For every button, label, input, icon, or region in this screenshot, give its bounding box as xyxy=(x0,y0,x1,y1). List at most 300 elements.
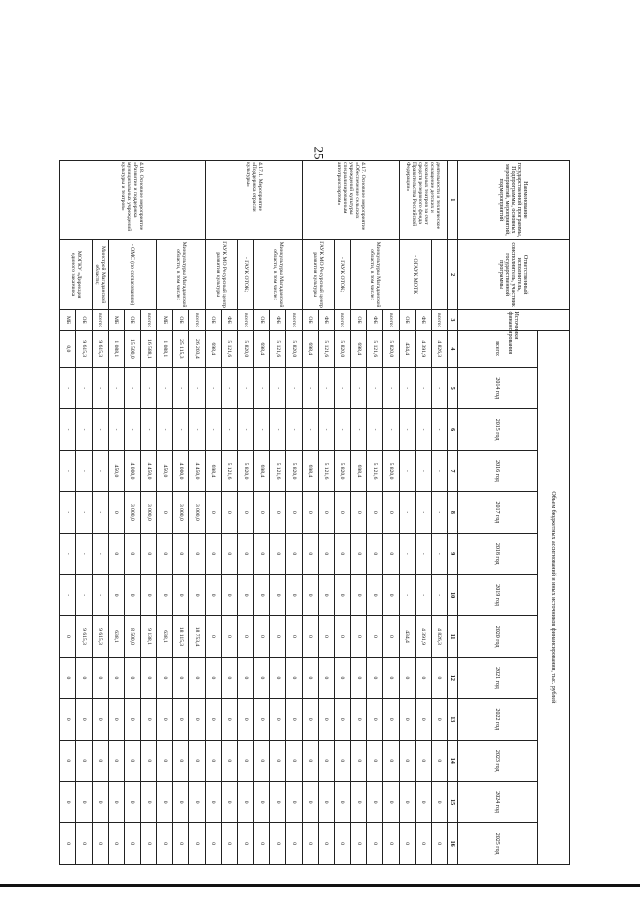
column-number: 10 xyxy=(448,574,458,615)
value-cell: - xyxy=(76,533,92,574)
value-cell: 0 xyxy=(399,657,415,698)
value-cell: - xyxy=(399,533,415,574)
source-cell: МБ xyxy=(60,310,76,330)
value-cell: - xyxy=(76,368,92,409)
value-cell: 5 121,6 xyxy=(367,450,383,491)
value-cell: 0 xyxy=(367,781,383,822)
value-cell: 0 xyxy=(60,823,76,865)
value-cell: 0 xyxy=(205,533,221,574)
value-cell: 0 xyxy=(237,616,253,657)
value-cell: 0 xyxy=(221,492,237,533)
value-cell: 0 xyxy=(254,492,270,533)
value-cell: 0 xyxy=(270,740,286,781)
value-cell: 0 xyxy=(189,823,205,865)
value-cell: 5 820,0 xyxy=(286,330,302,367)
value-cell: - xyxy=(399,368,415,409)
value-cell: 0 xyxy=(286,533,302,574)
value-cell: 0 xyxy=(157,533,173,574)
source-cell: ОБ xyxy=(254,310,270,330)
value-cell: - xyxy=(399,492,415,533)
value-cell: 0 xyxy=(237,657,253,698)
value-cell: 0 xyxy=(318,699,334,740)
value-cell: 0 xyxy=(254,657,270,698)
value-cell: 5 121,6 xyxy=(367,330,383,367)
value-cell: 0 xyxy=(302,533,318,574)
value-cell: - xyxy=(60,409,76,450)
value-cell: - xyxy=(92,574,108,615)
header-year: 2016 год xyxy=(458,450,538,491)
column-number: 9 xyxy=(448,533,458,574)
value-cell: - xyxy=(415,450,431,491)
value-cell: - xyxy=(108,409,124,450)
value-cell: 0 xyxy=(302,657,318,698)
value-cell: 0 xyxy=(270,492,286,533)
value-cell: - xyxy=(189,409,205,450)
value-cell: 0 xyxy=(124,699,140,740)
source-cell: ОБ xyxy=(205,310,221,330)
header-year: 2022 год xyxy=(458,699,538,740)
value-cell: 698,4 xyxy=(351,330,367,367)
table-row xyxy=(334,161,350,865)
value-cell: 9 615,3 xyxy=(76,616,92,657)
value-cell: 0 xyxy=(108,823,124,865)
value-cell: 0 xyxy=(60,699,76,740)
value-cell: 0 xyxy=(205,699,221,740)
value-cell: 0 xyxy=(254,740,270,781)
value-cell: 0 xyxy=(157,699,173,740)
value-cell: 638,1 xyxy=(108,616,124,657)
value-cell: 0 xyxy=(318,781,334,822)
value-cell: 0 xyxy=(334,574,350,615)
value-cell: 5 121,6 xyxy=(221,330,237,367)
table-row xyxy=(92,161,108,865)
value-cell: 698,4 xyxy=(302,450,318,491)
value-cell: - xyxy=(270,368,286,409)
source-cell: ФБ xyxy=(415,310,431,330)
value-cell: 0 xyxy=(270,616,286,657)
value-cell: 0 xyxy=(237,574,253,615)
value-cell: 1 088,1 xyxy=(108,330,124,367)
header-executor: Ответственный исполнитель, соисполнитель, участник государственной программы xyxy=(458,239,570,310)
value-cell: 4 391,9 xyxy=(415,616,431,657)
value-cell: 0 xyxy=(367,699,383,740)
value-cell: 0 xyxy=(60,657,76,698)
value-cell: 4 826,3 xyxy=(431,616,447,657)
table-row xyxy=(141,161,157,865)
source-cell: всего: xyxy=(431,310,447,330)
value-cell: - xyxy=(351,409,367,450)
value-cell: 4 826,3 xyxy=(431,330,447,367)
value-cell: 0 xyxy=(351,533,367,574)
source-cell: ОБ xyxy=(302,310,318,330)
value-cell: - xyxy=(60,368,76,409)
value-cell: 0 xyxy=(124,574,140,615)
value-cell: - xyxy=(383,368,399,409)
value-cell: - xyxy=(254,409,270,450)
value-cell: - xyxy=(286,368,302,409)
value-cell: - xyxy=(124,409,140,450)
source-cell: всего: xyxy=(189,310,205,330)
value-cell: 0 xyxy=(302,574,318,615)
value-cell: 434,4 xyxy=(399,330,415,367)
value-cell: 0 xyxy=(383,492,399,533)
value-cell: 0 xyxy=(237,781,253,822)
executor-cell: - ОМС (по согласованию) xyxy=(108,239,156,310)
value-cell: 0 xyxy=(141,740,157,781)
value-cell: 0 xyxy=(141,699,157,740)
table-row xyxy=(76,161,92,865)
value-cell: 0 xyxy=(431,657,447,698)
value-cell: 450,0 xyxy=(108,450,124,491)
source-cell: всего: xyxy=(334,310,350,330)
column-number: 11 xyxy=(448,616,458,657)
value-cell: 25 115,3 xyxy=(173,330,189,367)
source-cell: ОБ xyxy=(399,310,415,330)
value-cell: 698,4 xyxy=(254,450,270,491)
value-cell: - xyxy=(173,409,189,450)
value-cell: 0 xyxy=(124,533,140,574)
value-cell: - xyxy=(415,409,431,450)
value-cell: - xyxy=(173,368,189,409)
value-cell: 0 xyxy=(431,823,447,865)
value-cell: - xyxy=(415,574,431,615)
source-cell: МБ xyxy=(157,310,173,330)
value-cell: - xyxy=(367,409,383,450)
value-cell: 3 000,0 xyxy=(189,492,205,533)
value-cell: 0 xyxy=(173,574,189,615)
value-cell: 16 588,1 xyxy=(141,330,157,367)
table-row xyxy=(383,161,399,865)
value-cell: 0 xyxy=(124,740,140,781)
value-cell: - xyxy=(157,368,173,409)
value-cell: 0 xyxy=(173,699,189,740)
value-cell: 0 xyxy=(237,699,253,740)
executor-cell: - ГАУК ОТОК; xyxy=(334,239,350,310)
value-cell: 0,0 xyxy=(60,330,76,367)
value-cell: 0 xyxy=(157,492,173,533)
value-cell: 0 xyxy=(108,781,124,822)
value-cell: 0 xyxy=(108,740,124,781)
value-cell: - xyxy=(141,368,157,409)
table-row xyxy=(318,161,334,865)
value-cell: 4 450,0 xyxy=(189,450,205,491)
header-year: 2023 год xyxy=(458,740,538,781)
value-cell: 698,4 xyxy=(205,450,221,491)
value-cell: - xyxy=(205,409,221,450)
value-cell: 0 xyxy=(286,492,302,533)
value-cell: - xyxy=(237,368,253,409)
header-year: 2024 год xyxy=(458,781,538,822)
value-cell: 0 xyxy=(189,699,205,740)
value-cell: 0 xyxy=(334,657,350,698)
source-cell: ФБ xyxy=(221,310,237,330)
source-cell: всего: xyxy=(286,310,302,330)
value-cell: 18 753,4 xyxy=(189,616,205,657)
value-cell: - xyxy=(60,533,76,574)
value-cell: - xyxy=(334,368,350,409)
executor-cell: Минкультуры Магаданской области, в том числе: xyxy=(157,239,205,310)
value-cell: 0 xyxy=(92,657,108,698)
value-cell: 0 xyxy=(286,574,302,615)
column-number: 16 xyxy=(448,823,458,865)
value-cell: 0 xyxy=(351,616,367,657)
value-cell: 0 xyxy=(431,699,447,740)
value-cell: - xyxy=(318,409,334,450)
value-cell: - xyxy=(302,409,318,450)
value-cell: 0 xyxy=(189,533,205,574)
value-cell: 0 xyxy=(237,492,253,533)
table-row xyxy=(286,161,302,865)
source-cell: ФБ xyxy=(270,310,286,330)
value-cell: - xyxy=(431,533,447,574)
source-cell: ФБ xyxy=(318,310,334,330)
value-cell: 0 xyxy=(318,492,334,533)
value-cell: 5 121,6 xyxy=(318,330,334,367)
value-cell: 0 xyxy=(60,616,76,657)
value-cell: - xyxy=(237,409,253,450)
value-cell: 0 xyxy=(318,657,334,698)
value-cell: 0 xyxy=(141,823,157,865)
value-cell: 0 xyxy=(286,616,302,657)
value-cell: 3 000,0 xyxy=(124,492,140,533)
value-cell: - xyxy=(76,450,92,491)
value-cell: - xyxy=(431,368,447,409)
program-cell: деятельности и техническое оснащение детских и кукольных театров за счет средств резервного фонда Правительства Российской Федерации» xyxy=(399,161,447,240)
value-cell: 0 xyxy=(270,574,286,615)
value-cell: 0 xyxy=(286,823,302,865)
executor-cell: Минкультуры Магаданской области, в том числе: xyxy=(351,239,399,310)
value-cell: 0 xyxy=(92,781,108,822)
value-cell: - xyxy=(286,409,302,450)
value-cell: 0 xyxy=(302,823,318,865)
value-cell: 26 203,4 xyxy=(189,330,205,367)
program-cell: 4.17.1. Мероприятие «Поддержка отрасли культуры» xyxy=(205,161,302,240)
executor-cell: - ГАУК ОТОК; xyxy=(237,239,253,310)
value-cell: 0 xyxy=(302,616,318,657)
value-cell: 698,4 xyxy=(351,450,367,491)
value-cell: 0 xyxy=(415,823,431,865)
value-cell: 0 xyxy=(351,740,367,781)
value-cell: 0 xyxy=(205,492,221,533)
value-cell: - xyxy=(76,492,92,533)
value-cell: 4 450,0 xyxy=(141,450,157,491)
value-cell: - xyxy=(399,574,415,615)
value-cell: - xyxy=(60,450,76,491)
value-cell: 0 xyxy=(189,574,205,615)
table-row xyxy=(237,161,253,865)
value-cell: 0 xyxy=(124,657,140,698)
value-cell: 0 xyxy=(92,699,108,740)
value-cell: 0 xyxy=(108,492,124,533)
value-cell: 3 000,0 xyxy=(173,492,189,533)
value-cell: 0 xyxy=(415,781,431,822)
value-cell: 0 xyxy=(189,781,205,822)
value-cell: - xyxy=(92,368,108,409)
value-cell: 0 xyxy=(399,740,415,781)
value-cell: 0 xyxy=(399,823,415,865)
value-cell: 0 xyxy=(141,781,157,822)
value-cell: 0 xyxy=(318,616,334,657)
source-cell: ОБ xyxy=(351,310,367,330)
value-cell: 5 820,0 xyxy=(286,450,302,491)
value-cell: 0 xyxy=(108,574,124,615)
value-cell: 0 xyxy=(286,699,302,740)
value-cell: 0 xyxy=(221,781,237,822)
value-cell: 0 xyxy=(157,781,173,822)
value-cell: 0 xyxy=(334,823,350,865)
value-cell: 0 xyxy=(221,533,237,574)
value-cell: - xyxy=(60,492,76,533)
value-cell: 0 xyxy=(286,781,302,822)
column-number: 12 xyxy=(448,657,458,698)
value-cell: - xyxy=(318,368,334,409)
value-cell: 0 xyxy=(124,823,140,865)
column-number: 1 xyxy=(448,161,458,240)
value-cell: - xyxy=(92,409,108,450)
value-cell: 434,4 xyxy=(399,616,415,657)
value-cell: - xyxy=(92,450,108,491)
value-cell: 0 xyxy=(318,574,334,615)
value-cell: 0 xyxy=(431,740,447,781)
value-cell: 0 xyxy=(108,533,124,574)
value-cell: 0 xyxy=(415,657,431,698)
value-cell: - xyxy=(415,492,431,533)
value-cell: 5 121,6 xyxy=(221,450,237,491)
value-cell: 0 xyxy=(399,699,415,740)
value-cell: 0 xyxy=(431,781,447,822)
value-cell: 0 xyxy=(270,781,286,822)
value-cell: - xyxy=(254,368,270,409)
value-cell: 0 xyxy=(141,574,157,615)
value-cell: - xyxy=(189,368,205,409)
column-number: 15 xyxy=(448,781,458,822)
source-cell: всего: xyxy=(92,310,108,330)
value-cell: 698,4 xyxy=(302,330,318,367)
value-cell: 0 xyxy=(205,781,221,822)
value-cell: 0 xyxy=(92,740,108,781)
value-cell: 0 xyxy=(237,740,253,781)
value-cell: 0 xyxy=(302,740,318,781)
value-cell: 0 xyxy=(367,616,383,657)
header-year: 2021 год xyxy=(458,657,538,698)
value-cell: 0 xyxy=(367,574,383,615)
value-cell: 5 820,0 xyxy=(383,450,399,491)
executor-cell: Минстрой Магаданской области; xyxy=(92,239,108,310)
value-cell: 0 xyxy=(237,823,253,865)
value-cell: - xyxy=(270,409,286,450)
column-number: 5 xyxy=(448,368,458,409)
value-cell: 4 000,0 xyxy=(124,450,140,491)
value-cell: 8 500,0 xyxy=(124,616,140,657)
value-cell: 1 088,1 xyxy=(157,330,173,367)
executor-cell: Минкультуры Магаданской области, в том числе: xyxy=(254,239,302,310)
value-cell: 0 xyxy=(334,616,350,657)
program-cell: 4.18. Основное мероприятие «Развитие и поддержка муниципальных учреждений культуры и театров» xyxy=(60,161,205,240)
value-cell: 0 xyxy=(367,492,383,533)
value-cell: 0 xyxy=(189,657,205,698)
value-cell: 0 xyxy=(108,657,124,698)
value-cell: 0 xyxy=(383,616,399,657)
value-cell: 5 820,0 xyxy=(237,330,253,367)
value-cell: 4 391,9 xyxy=(415,330,431,367)
value-cell: 0 xyxy=(254,574,270,615)
value-cell: - xyxy=(431,492,447,533)
value-cell: - xyxy=(367,368,383,409)
table-row xyxy=(431,161,447,865)
executor-cell: ГАУК МО Ресурсный центр развития культуры xyxy=(205,239,237,310)
value-cell: 0 xyxy=(351,492,367,533)
value-cell: 0 xyxy=(60,740,76,781)
value-cell: 0 xyxy=(189,740,205,781)
value-cell: 0 xyxy=(334,740,350,781)
value-cell: 0 xyxy=(76,740,92,781)
value-cell: 0 xyxy=(157,657,173,698)
table-row xyxy=(415,161,431,865)
value-cell: - xyxy=(431,450,447,491)
value-cell: 0 xyxy=(173,740,189,781)
value-cell: 0 xyxy=(141,657,157,698)
value-cell: - xyxy=(221,409,237,450)
value-cell: 5 121,6 xyxy=(270,450,286,491)
value-cell: 5 820,0 xyxy=(383,330,399,367)
value-cell: - xyxy=(124,368,140,409)
value-cell: 0 xyxy=(383,823,399,865)
value-cell: 0 xyxy=(415,740,431,781)
value-cell: 0 xyxy=(383,740,399,781)
value-cell: 0 xyxy=(205,574,221,615)
value-cell: 698,4 xyxy=(254,330,270,367)
value-cell: 0 xyxy=(367,823,383,865)
value-cell: 0 xyxy=(383,657,399,698)
value-cell: 0 xyxy=(254,781,270,822)
executor-cell: ГАУК МО Ресурсный центр развития культуры xyxy=(302,239,334,310)
value-cell: - xyxy=(415,368,431,409)
value-cell: 0 xyxy=(351,699,367,740)
value-cell: 450,0 xyxy=(157,450,173,491)
value-cell: 5 121,6 xyxy=(270,330,286,367)
value-cell: 0 xyxy=(173,657,189,698)
value-cell: - xyxy=(157,409,173,450)
value-cell: 0 xyxy=(286,740,302,781)
value-cell: 698,4 xyxy=(205,330,221,367)
value-cell: 638,1 xyxy=(157,616,173,657)
value-cell: - xyxy=(92,533,108,574)
value-cell: 5 820,0 xyxy=(334,450,350,491)
column-number: 8 xyxy=(448,492,458,533)
header-year: 2025 год xyxy=(458,823,538,865)
value-cell: - xyxy=(92,492,108,533)
value-cell: 5 820,0 xyxy=(237,450,253,491)
source-cell: МБ xyxy=(108,310,124,330)
value-cell: 0 xyxy=(205,740,221,781)
value-cell: 0 xyxy=(221,574,237,615)
header-year: 2020 год xyxy=(458,616,538,657)
source-cell: ОБ xyxy=(124,310,140,330)
column-number: 14 xyxy=(448,740,458,781)
value-cell: 0 xyxy=(367,533,383,574)
value-cell: - xyxy=(399,450,415,491)
value-cell: 0 xyxy=(76,657,92,698)
value-cell: 0 xyxy=(76,699,92,740)
value-cell: 0 xyxy=(383,574,399,615)
value-cell: 0 xyxy=(205,616,221,657)
value-cell: 0 xyxy=(205,657,221,698)
value-cell: 0 xyxy=(60,781,76,822)
column-number: 7 xyxy=(448,450,458,491)
value-cell: 0 xyxy=(399,781,415,822)
executor-cell xyxy=(431,239,447,310)
column-number: 2 xyxy=(448,239,458,310)
